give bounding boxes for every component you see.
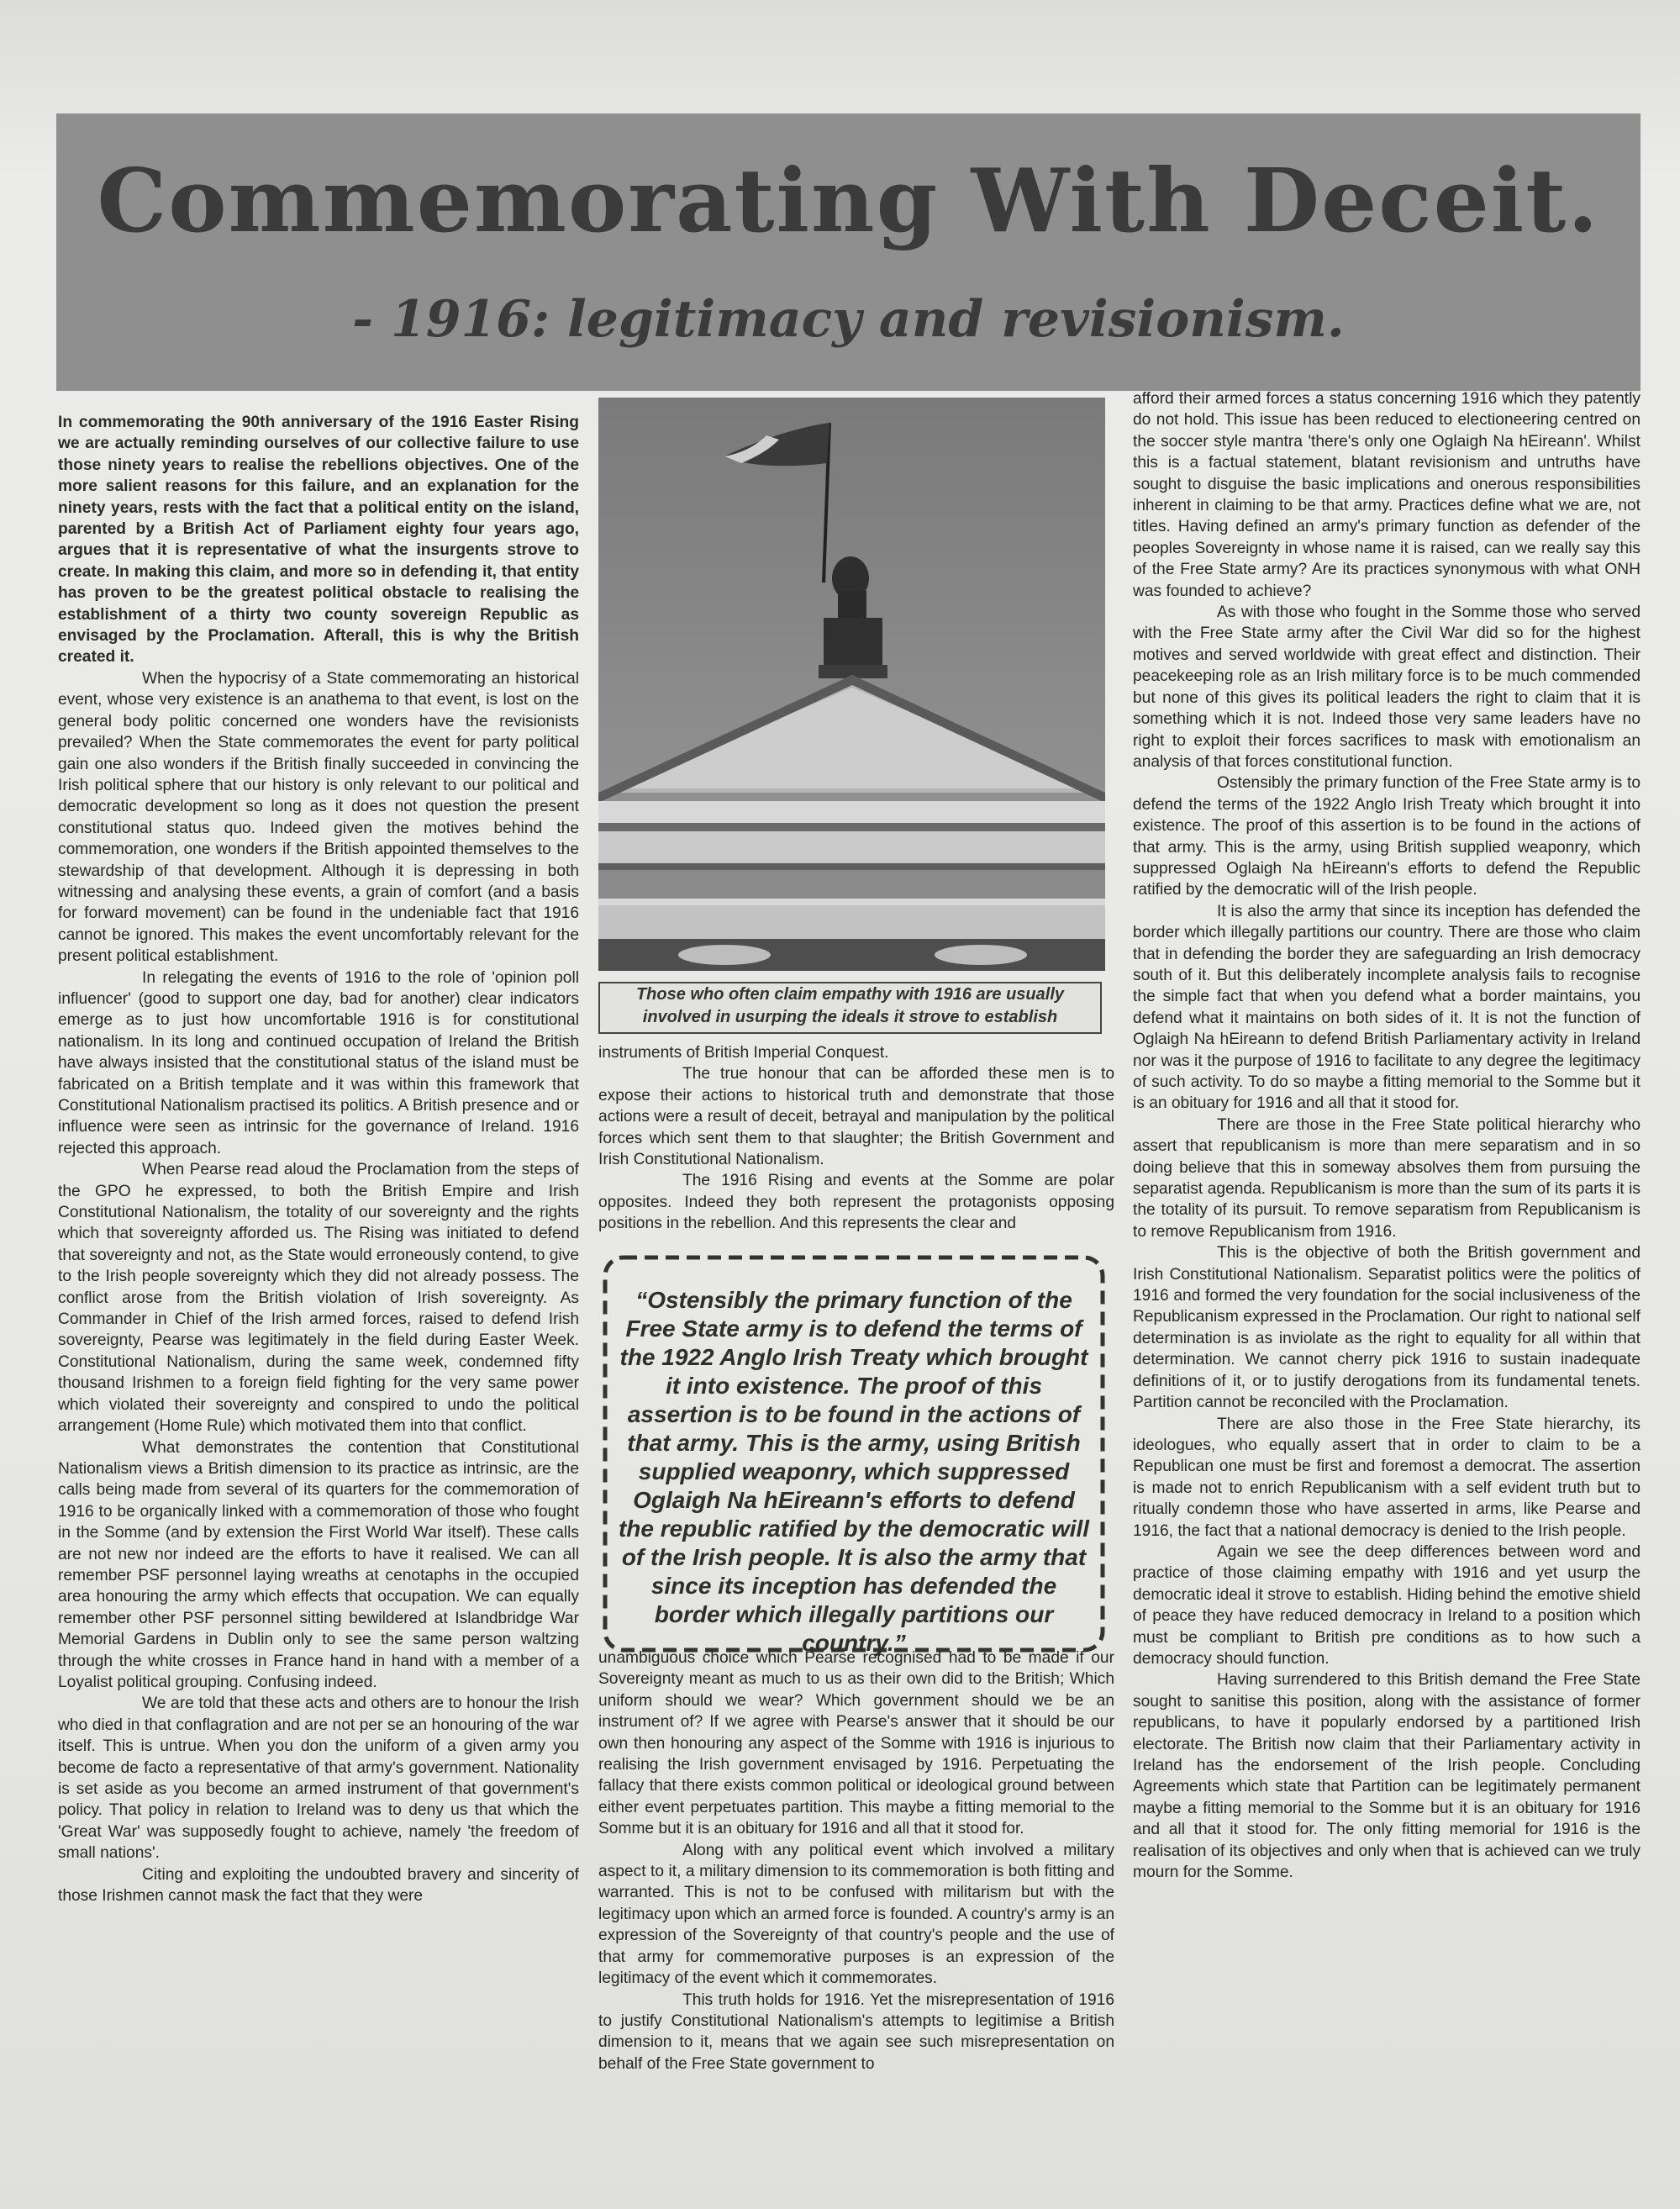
gpo-photo [598,398,1105,971]
paragraph: It is also the army that since its inception has defended the border which illegally partitions our country. There are those who claim that in defending the border they are safeguarding an Irish democracy south of it. But this deliberately incomplete analysis fails to recognise the simple fact that when you defend what a border maintains, you defend what it maintains on both sides of it. It is not the function of Oglaigh Na hEireann to defend British Parliamentary activity in Ireland nor was it the purpose of 1916 to facilitate to any degree the legitimacy of such activity. To do so maybe a fitting memorial to the Somme but it is an obituary for 1916 and all that it stood for. [1133,902,1641,1113]
article-column-3 [1133,388,1641,1883]
paragraph: When the hypocrisy of a State commemorating an historical event, whose very existence is an anathema to that event, is lost on the general body politic concerned one wonders have the revisionists prevailed? When the State commemorates the event for party political gain one also wonders if the British finally succeeded in convincing the Irish political sphere that our history is only relevant to our political and democratic development so long as it does not question the present constitutional status quo. Indeed given the motives behind the commemoration, one wonders if the British appointed themselves to the stewardship of that development. Although it is depressing in both witnessing and analysing these events, a grain of comfort (and a basis for forward movement) can be found in the undeniable fact that 1916 cannot be ignored. This makes the event uncomfortably relevant for the present political establishment. [58,669,579,966]
paragraph: When Pearse read aloud the Proclamation from the steps of the GPO he expressed, to both the British Empire and Irish Constitutional Nationalism, the totality of our sovereignty and the rights which that sovereignty afforded us. The Rising was initiated to defend that sovereignty and not, as the State would erroneously contend, to give to the Irish people sovereignty which they did not already possess. The conflict arose from the British violation of Irish sovereignty. As Commander in Chief of the Irish armed forces, raised to defend Irish sovereignty, Pearse was legitimately in the field during Easter Week. Constitutional Nationalism, during the same week, condemned fifty thousand Irishmen to a foreign field fighting for the very same power which violated their sovereignty and conspired to undo the political arrangement (Home Rule) which motivated them into that conflict. [58,1161,579,1436]
paragraph: Again we see the deep differences between word and practice of those claiming empathy with 1916 and yet usurp the democratic ideal it strove to establish. Hiding behind the emotive shield of peace they have reduced democracy in Ireland to a position which must be compliant to British pre conditions as to how such a democracy should function. [1133,1542,1641,1668]
paragraph: Citing and exploiting the undoubted bravery and sincerity of those Irishmen cannot mask the fact that they were [58,1865,579,1906]
paragraph: Along with any political event which involved a military aspect to it, a military dimension to its commemoration is both fitting and warranted. This is not to be confused with militarism but with the legitimacy upon which an armed force is founded. A country's army is an expression of the Sovereignty of that country's people and the use of that army for commemorative purposes is an expression of the legitimacy of the event which it commemorates. [598,1841,1114,1988]
paragraph: What demonstrates the contention that Constitutional Nationalism views a British dimension to its practice as intrinsic, are the calls being made from several of its quarters for the commemoration of 1916 to be organically linked with a commemoration of those who fought in the Somme (and by extension the First World War itself). These calls are not new nor indeed are the efforts to have it realised. We can all remember PSF personnel laying wreaths at cenotaphs in the occupied area honouring the army which effects that occupation. We can equally remember other PSF personnel sitting bewildered at Islandbridge War Memorial Gardens in Dublin only to see the same person waltzing through the white crosses in France hand in hand with a member of a Loyalist political grouping. Confusing indeed. [58,1438,579,1691]
paragraph: There are those in the Free State political hierarchy who assert that republicanism is more than mere separatism and in so doing believe that this in someway absolves them from pursuing the separatist agenda. Republicanism is more than the sum of its parts it is the totality of its pursuit. To remove separatism from Republicanism is to remove Republicanism from 1916. [1133,1115,1641,1241]
article-column-1 [58,412,579,1906]
paragraph: unambiguous choice which Pearse recognised had to be made if our Sovereignty meant as much to us as their own did to the British; Which uniform should we wear? Which government should we be an instrument of? If we agree with Pearse's answer that it should be our own then honouring any aspect of the Somme with 1916 is injurious to realising the Irish government envisaged by 1916. Perpetuating the fallacy that there exists common political or ideological ground between either event perpetuates partition. This maybe a fitting memorial to the Somme but it is an obituary for 1916 and all that it stood for. [598,1649,1114,1838]
paragraph: This truth holds for 1916. Yet the misrepresentation of 1916 to justify Constitutional Nationalism's attempts to legitimise a British dimension to it, means that we again see such misrepresentation on behalf of the Free State government to [598,1990,1114,2073]
paragraph: The true honour that can be afforded these men is to expose their actions to historical truth and demonstrate that those actions were a result of deceit, betrayal and manipulation by the political forces which sent them to that slaughter; the British Government and Irish Constitutional Nationalism. [598,1065,1114,1169]
paragraph: Ostensibly the primary function of the Free State army is to defend the terms of the 1922 Anglo Irish Treaty which brought it into existence. The proof of this assertion is to be found in the actions of that army. This is the army, using British supplied weaponry, which suppressed Oglaigh Na hEireann's efforts to defend the Republic ratified by the democratic will of the Irish people. [1133,774,1641,899]
paragraph: The 1916 Rising and events at the Somme are polar opposites. Indeed they both represent the protagonists opposing positions in the rebellion. And this represents the clear and [598,1172,1114,1233]
paragraph: afford their armed forces a status concerning 1916 which they patently do not hold. This issue has been reduced to electioneering centred on the soccer style mantra 'there's only one Oglaigh Na hEireann'. Whilst this is a factual statement, blatant revisionism and untruths have sought to disguise the basic implications and onerous responsibilities inherent in claiming to be that army. Practices define what we are, not titles. Having defined an army's primary function as defender of the peoples Sovereignty in whose name it is raised, can we really say this of the Free State army? Are its practices synonymous with what ONH was founded to achieve? [1133,390,1641,600]
page-title: Commemorating With Deceit. [97,149,1600,252]
article-column-2-bottom [598,1648,1114,2075]
photo-caption: Those who often claim empathy with 1916 are usually involved in usurping the ideals it strove to establish [598,982,1102,1034]
lead-paragraph: In commemorating the 90th anniversary of the 1916 Easter Rising we are actually reminding ourselves of our collective failure to use those ninety years to realise the rebellions objectives. One of the more salient reasons for this failure, and an explanation for the ninety years, rests with the fact that a political entity on the island, parented by a British Act of Parliament eighty four years ago, argues that it is representative of what the insurgents strove to create. In making this claim, and more so in defending it, that entity has proven to be the greatest political obstacle to realising the establishment of a thirty two county sovereign Republic as envisaged by the Proclamation. Afterall, this is why the British created it. [58,414,579,667]
gpo-pediment-illustration [598,398,1105,971]
paragraph: Having surrendered to this British demand the Free State sought to sanitise this position, along with the assistance of former republicans, to have it popularly endorsed by a partitioned Irish electorate. The British now claim that their Parliamentary activity in Ireland has the endorsement of the Irish people. Concluding Agreements which state that Partition can be legitimately permanent maybe a fitting memorial to the Somme but it is an obituary for 1916 and all that it stood for. The only fitting memorial for 1916 is the realisation of its objectives and only when that is achieved can we truly mourn for the Somme. [1133,1671,1641,1882]
page-subtitle: - 1916: legitimacy and revisionism. [352,290,1345,349]
paragraph: This is the objective of both the British government and Irish Constitutional Nationalism. Separatist politics were the politics of 1916 and formed the very foundation for the social inclusiveness of the Republicanism expressed in the Proclamation. Our right to national self determination is as inviolate as the right to equality for all within that determination. We cannot cherry pick 1916 to sustain inadequate definitions of it, or to justify derogations from its fundamental tenets. Partition cannot be reconciled with the Proclamation. [1133,1244,1641,1412]
pull-quote-box [602,1254,1106,1656]
paragraph: There are also those in the Free State hierarchy, its ideologues, who equally assert that in order to claim to be a Republican one must be first and foremost a democrat. The assertion is made not to enrich Republicanism with a self evident truth but to ritually condemn those who have asserted in arms, like Pearse and 1916, the fact that a national democracy is denied to the Irish people. [1133,1415,1641,1540]
paragraph: We are told that these acts and others are to honour the Irish who died in that conflagration and are not per se an honouring of the war itself. This is untrue. When you don the uniform of a given army you become de facto a representative of that army's government. Nationality is set aside as you become an armed instrument of that government's policy. That policy in relation to Ireland was to deny us that which the 'Great War' was supposedly fought to achieve, namely 'the freedom of small nations'. [58,1695,579,1863]
pull-quote-text: “Ostensibly the primary function of the Free State army is to defend the terms of the 1922 Anglo Irish Treaty which brought it into existence. The proof of this assertion is to be found in the actions of that army. This is the army, using British supplied weaponry, which suppressed Oglaigh Na hEireann's efforts to defend the republic ratified by the democratic will of the Irish people. It is also the army that since its inception has defended the border which illegally partitions our country.” [618,1287,1090,1656]
paragraph: As with those who fought in the Somme those who served with the Free State army after the Civil War did so for the highest motives and served worldwide with great effect and distinction. Their peacekeeping role as an Irish military force is to be much commended but none of this gives its political leaders the right to claim that it is something which it is not. Indeed those very same leaders have no right to exploit their forces sacrifices to mask with emotionalism an analysis of that forces constitutional function. [1133,604,1641,771]
headline-banner [56,113,1641,391]
paragraph: instruments of British Imperial Conquest. [598,1044,889,1062]
paragraph: In relegating the events of 1916 to the role of 'opinion poll influencer' (good to support one day, bad for another) clear indicators emerge as to just how uncomfortable 1916 is for constitutional nationalism. In its long and continued occupation of Ireland the British have always insisted that the constitutional status of the island must be fabricated on a British template and it was within this framework that Constitutional Nationalism practised its politics. A British presence and or influence were seen as intrinsic for the governance of Ireland. 1916 rejected this approach. [58,968,579,1157]
article-column-2-top [598,1042,1114,1235]
